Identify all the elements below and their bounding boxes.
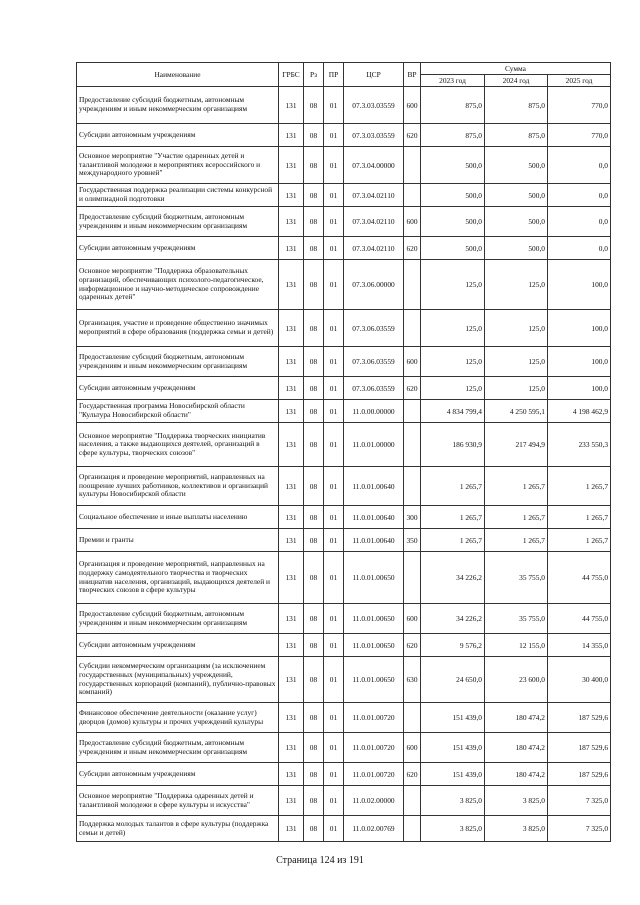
cell-y2025: 100,0 bbox=[548, 260, 611, 310]
cell-y2025: 44 755,0 bbox=[548, 552, 611, 604]
table-row bbox=[77, 377, 611, 400]
cell-csr: 11.0.01.00000 bbox=[344, 423, 404, 467]
cell-name: Основное мероприятие "Поддержка одаренных детей и талантливой молодежи в сфере культуры и искусства" bbox=[77, 786, 279, 816]
cell-pr: 01 bbox=[324, 634, 344, 657]
cell-y2024: 23 600,0 bbox=[485, 657, 548, 703]
cell-grbs: 131 bbox=[279, 786, 304, 816]
cell-name: Государственная программа Новосибирской области "Культура Новосибирской области" bbox=[77, 400, 279, 423]
cell-csr: 11.0.01.00650 bbox=[344, 657, 404, 703]
cell-grbs: 131 bbox=[279, 87, 304, 124]
cell-y2024: 180 474,2 bbox=[485, 763, 548, 786]
cell-name: Предоставление субсидий бюджетным, автономным учреждениям и иным некоммерческим организациям bbox=[77, 87, 279, 124]
cell-vr: 620 bbox=[404, 763, 421, 786]
cell-y2023: 4 834 799,4 bbox=[421, 400, 485, 423]
header-year-2024: 2024 год bbox=[485, 75, 548, 87]
cell-y2025: 7 325,0 bbox=[548, 786, 611, 816]
cell-csr: 07.3.04.02110 bbox=[344, 237, 404, 260]
cell-y2023: 125,0 bbox=[421, 377, 485, 400]
cell-csr: 07.3.03.03559 bbox=[344, 87, 404, 124]
cell-y2023: 34 226,2 bbox=[421, 552, 485, 604]
cell-name: Организация и проведение мероприятий, направленных на поддержку самодеятельного творчества и творческих инициатив населения, организаций, выдающихся деятелей и творческих союзов в сфере культуры bbox=[77, 552, 279, 604]
table-row bbox=[77, 124, 611, 147]
cell-name: Премии и гранты bbox=[77, 529, 279, 552]
cell-y2023: 24 650,0 bbox=[421, 657, 485, 703]
cell-pr: 01 bbox=[324, 467, 344, 506]
table-row bbox=[77, 786, 611, 816]
cell-grbs: 131 bbox=[279, 552, 304, 604]
cell-csr: 11.0.01.00720 bbox=[344, 763, 404, 786]
cell-y2024: 875,0 bbox=[485, 124, 548, 147]
cell-vr: 600 bbox=[404, 207, 421, 237]
cell-y2025: 0,0 bbox=[548, 184, 611, 207]
cell-y2023: 1 265,7 bbox=[421, 506, 485, 529]
cell-rz: 08 bbox=[304, 733, 324, 763]
cell-csr: 11.0.02.00769 bbox=[344, 816, 404, 842]
cell-grbs: 131 bbox=[279, 124, 304, 147]
cell-csr: 07.3.03.03559 bbox=[344, 124, 404, 147]
cell-vr bbox=[404, 786, 421, 816]
table-header bbox=[77, 63, 611, 87]
cell-pr: 01 bbox=[324, 733, 344, 763]
cell-pr: 01 bbox=[324, 310, 344, 347]
cell-pr: 01 bbox=[324, 529, 344, 552]
cell-vr: 620 bbox=[404, 377, 421, 400]
cell-rz: 08 bbox=[304, 816, 324, 842]
table-row bbox=[77, 237, 611, 260]
cell-vr bbox=[404, 816, 421, 842]
table-row bbox=[77, 703, 611, 733]
cell-y2024: 4 250 595,1 bbox=[485, 400, 548, 423]
cell-y2025: 100,0 bbox=[548, 310, 611, 347]
cell-y2024: 180 474,2 bbox=[485, 733, 548, 763]
cell-grbs: 131 bbox=[279, 377, 304, 400]
cell-rz: 08 bbox=[304, 147, 324, 184]
table-row bbox=[77, 207, 611, 237]
cell-grbs: 131 bbox=[279, 634, 304, 657]
cell-grbs: 131 bbox=[279, 423, 304, 467]
cell-grbs: 131 bbox=[279, 260, 304, 310]
cell-y2023: 151 439,0 bbox=[421, 733, 485, 763]
cell-pr: 01 bbox=[324, 604, 344, 634]
cell-grbs: 131 bbox=[279, 207, 304, 237]
cell-vr bbox=[404, 703, 421, 733]
cell-rz: 08 bbox=[304, 207, 324, 237]
cell-y2023: 151 439,0 bbox=[421, 763, 485, 786]
cell-y2025: 770,0 bbox=[548, 124, 611, 147]
cell-vr bbox=[404, 147, 421, 184]
cell-grbs: 131 bbox=[279, 604, 304, 634]
cell-y2025: 187 529,6 bbox=[548, 763, 611, 786]
cell-rz: 08 bbox=[304, 260, 324, 310]
cell-csr: 11.0.02.00000 bbox=[344, 786, 404, 816]
cell-vr: 600 bbox=[404, 87, 421, 124]
cell-y2023: 500,0 bbox=[421, 207, 485, 237]
cell-rz: 08 bbox=[304, 604, 324, 634]
table-row bbox=[77, 347, 611, 377]
header-csr: ЦСР bbox=[344, 63, 404, 87]
cell-csr: 11.0.01.00650 bbox=[344, 552, 404, 604]
table-row bbox=[77, 657, 611, 703]
cell-vr: 600 bbox=[404, 347, 421, 377]
cell-grbs: 131 bbox=[279, 763, 304, 786]
cell-y2024: 125,0 bbox=[485, 347, 548, 377]
cell-vr: 630 bbox=[404, 657, 421, 703]
cell-y2023: 1 265,7 bbox=[421, 467, 485, 506]
header-vr: ВР bbox=[404, 63, 421, 87]
table-row bbox=[77, 529, 611, 552]
cell-y2024: 35 755,0 bbox=[485, 604, 548, 634]
cell-rz: 08 bbox=[304, 237, 324, 260]
cell-grbs: 131 bbox=[279, 184, 304, 207]
cell-y2025: 0,0 bbox=[548, 147, 611, 184]
cell-csr: 11.0.01.00640 bbox=[344, 467, 404, 506]
cell-y2023: 875,0 bbox=[421, 124, 485, 147]
cell-rz: 08 bbox=[304, 506, 324, 529]
cell-name: Финансовое обеспечение деятельности (оказание услуг) дворцов (домов) культуры и прочих учреждений культуры bbox=[77, 703, 279, 733]
cell-csr: 07.3.06.03559 bbox=[344, 310, 404, 347]
cell-y2024: 1 265,7 bbox=[485, 467, 548, 506]
cell-pr: 01 bbox=[324, 347, 344, 377]
cell-y2025: 1 265,7 bbox=[548, 506, 611, 529]
cell-y2023: 500,0 bbox=[421, 147, 485, 184]
cell-vr bbox=[404, 552, 421, 604]
cell-y2025: 233 550,3 bbox=[548, 423, 611, 467]
cell-csr: 11.0.00.00000 bbox=[344, 400, 404, 423]
cell-csr: 07.3.04.00000 bbox=[344, 147, 404, 184]
cell-y2024: 12 155,0 bbox=[485, 634, 548, 657]
cell-name: Субсидии автономным учреждениям bbox=[77, 124, 279, 147]
cell-y2025: 100,0 bbox=[548, 347, 611, 377]
cell-grbs: 131 bbox=[279, 147, 304, 184]
cell-csr: 11.0.01.00650 bbox=[344, 634, 404, 657]
header-year-2023: 2023 год bbox=[421, 75, 485, 87]
cell-rz: 08 bbox=[304, 87, 324, 124]
cell-name: Поддержка молодых талантов в сфере культуры (поддержка семьи и детей) bbox=[77, 816, 279, 842]
cell-pr: 01 bbox=[324, 657, 344, 703]
table-row bbox=[77, 733, 611, 763]
table-row bbox=[77, 310, 611, 347]
cell-rz: 08 bbox=[304, 703, 324, 733]
cell-name: Субсидии автономным учреждениям bbox=[77, 377, 279, 400]
cell-vr: 600 bbox=[404, 604, 421, 634]
cell-vr: 300 bbox=[404, 506, 421, 529]
cell-y2023: 125,0 bbox=[421, 260, 485, 310]
cell-name: Предоставление субсидий бюджетным, автономным учреждениям и иным некоммерческим организациям bbox=[77, 604, 279, 634]
cell-name: Организация, участие и проведение общественно значимых мероприятий в сфере образования (поддержка семьи и детей) bbox=[77, 310, 279, 347]
cell-name: Предоставление субсидий бюджетным, автономным учреждениям и иным некоммерческим организациям bbox=[77, 733, 279, 763]
cell-y2024: 875,0 bbox=[485, 87, 548, 124]
cell-csr: 11.0.01.00720 bbox=[344, 703, 404, 733]
header-year-2025: 2025 год bbox=[548, 75, 611, 87]
cell-pr: 01 bbox=[324, 237, 344, 260]
cell-pr: 01 bbox=[324, 552, 344, 604]
cell-pr: 01 bbox=[324, 184, 344, 207]
table-row bbox=[77, 467, 611, 506]
cell-name: Основное мероприятие "Поддержка образовательных организаций, обеспечивающих психолого-педагогическое, информационное и научно-методическое сопровождение одаренных детей" bbox=[77, 260, 279, 310]
cell-y2024: 500,0 bbox=[485, 147, 548, 184]
cell-y2024: 500,0 bbox=[485, 184, 548, 207]
cell-vr bbox=[404, 310, 421, 347]
cell-y2025: 770,0 bbox=[548, 87, 611, 124]
cell-y2025: 187 529,6 bbox=[548, 733, 611, 763]
cell-vr bbox=[404, 260, 421, 310]
header-sum: Сумма bbox=[421, 63, 611, 75]
cell-pr: 01 bbox=[324, 423, 344, 467]
cell-y2023: 500,0 bbox=[421, 237, 485, 260]
cell-pr: 01 bbox=[324, 124, 344, 147]
cell-y2024: 1 265,7 bbox=[485, 529, 548, 552]
cell-csr: 11.0.01.00720 bbox=[344, 733, 404, 763]
cell-vr bbox=[404, 400, 421, 423]
cell-grbs: 131 bbox=[279, 347, 304, 377]
cell-y2025: 0,0 bbox=[548, 207, 611, 237]
table-row bbox=[77, 423, 611, 467]
cell-pr: 01 bbox=[324, 703, 344, 733]
cell-rz: 08 bbox=[304, 124, 324, 147]
cell-y2023: 186 930,9 bbox=[421, 423, 485, 467]
cell-pr: 01 bbox=[324, 147, 344, 184]
cell-pr: 01 bbox=[324, 260, 344, 310]
cell-rz: 08 bbox=[304, 467, 324, 506]
cell-y2025: 30 400,0 bbox=[548, 657, 611, 703]
cell-y2024: 500,0 bbox=[485, 207, 548, 237]
cell-csr: 07.3.04.02110 bbox=[344, 207, 404, 237]
table-row bbox=[77, 506, 611, 529]
header-rz: Рз bbox=[304, 63, 324, 87]
cell-y2023: 875,0 bbox=[421, 87, 485, 124]
cell-y2025: 7 325,0 bbox=[548, 816, 611, 842]
cell-rz: 08 bbox=[304, 423, 324, 467]
cell-csr: 07.3.06.03559 bbox=[344, 347, 404, 377]
cell-pr: 01 bbox=[324, 377, 344, 400]
cell-grbs: 131 bbox=[279, 529, 304, 552]
cell-name: Социальное обеспечение и иные выплаты населению bbox=[77, 506, 279, 529]
cell-y2025: 1 265,7 bbox=[548, 529, 611, 552]
cell-grbs: 131 bbox=[279, 400, 304, 423]
cell-name: Организация и проведение мероприятий, направленных на поощрение лучших работников, коллективов и организаций культуры Новосибирской области bbox=[77, 467, 279, 506]
table-row bbox=[77, 552, 611, 604]
cell-rz: 08 bbox=[304, 347, 324, 377]
cell-pr: 01 bbox=[324, 400, 344, 423]
cell-name: Основное мероприятие "Поддержка творческих инициатив населения, а также выдающихся деятелей, организаций в сфере культуры, творческих союзов" bbox=[77, 423, 279, 467]
cell-rz: 08 bbox=[304, 184, 324, 207]
budget-table bbox=[76, 62, 611, 842]
cell-y2023: 151 439,0 bbox=[421, 703, 485, 733]
cell-y2025: 44 755,0 bbox=[548, 604, 611, 634]
cell-y2023: 125,0 bbox=[421, 310, 485, 347]
cell-name: Предоставление субсидий бюджетным, автономным учреждениям и иным некоммерческим организациям bbox=[77, 347, 279, 377]
cell-y2024: 217 494,9 bbox=[485, 423, 548, 467]
cell-y2024: 35 755,0 bbox=[485, 552, 548, 604]
cell-y2024: 125,0 bbox=[485, 260, 548, 310]
cell-grbs: 131 bbox=[279, 657, 304, 703]
table-row bbox=[77, 87, 611, 124]
cell-vr: 620 bbox=[404, 124, 421, 147]
cell-y2025: 1 265,7 bbox=[548, 467, 611, 506]
cell-vr bbox=[404, 467, 421, 506]
cell-y2025: 187 529,6 bbox=[548, 703, 611, 733]
cell-grbs: 131 bbox=[279, 310, 304, 347]
cell-grbs: 131 bbox=[279, 816, 304, 842]
cell-csr: 11.0.01.00640 bbox=[344, 529, 404, 552]
cell-y2023: 500,0 bbox=[421, 184, 485, 207]
cell-vr bbox=[404, 423, 421, 467]
cell-rz: 08 bbox=[304, 377, 324, 400]
cell-rz: 08 bbox=[304, 310, 324, 347]
cell-csr: 07.3.04.02110 bbox=[344, 184, 404, 207]
cell-y2025: 4 198 462,9 bbox=[548, 400, 611, 423]
cell-pr: 01 bbox=[324, 506, 344, 529]
cell-name: Предоставление субсидий бюджетным, автономным учреждениям и иным некоммерческим организациям bbox=[77, 207, 279, 237]
table-row bbox=[77, 634, 611, 657]
cell-grbs: 131 bbox=[279, 237, 304, 260]
cell-grbs: 131 bbox=[279, 703, 304, 733]
cell-y2024: 500,0 bbox=[485, 237, 548, 260]
cell-y2024: 1 265,7 bbox=[485, 506, 548, 529]
cell-vr: 620 bbox=[404, 237, 421, 260]
cell-name: Государственная поддержка реализации системы конкурсной и олимпиадной подготовки bbox=[77, 184, 279, 207]
cell-y2023: 125,0 bbox=[421, 347, 485, 377]
table-row bbox=[77, 400, 611, 423]
table-body bbox=[77, 87, 611, 842]
cell-grbs: 131 bbox=[279, 467, 304, 506]
table-row bbox=[77, 816, 611, 842]
cell-csr: 11.0.01.00640 bbox=[344, 506, 404, 529]
cell-vr bbox=[404, 184, 421, 207]
cell-pr: 01 bbox=[324, 816, 344, 842]
cell-rz: 08 bbox=[304, 763, 324, 786]
cell-y2025: 100,0 bbox=[548, 377, 611, 400]
cell-grbs: 131 bbox=[279, 506, 304, 529]
cell-y2023: 3 825,0 bbox=[421, 816, 485, 842]
cell-vr: 600 bbox=[404, 733, 421, 763]
cell-name: Основное мероприятие "Участие одаренных детей и талантливой молодежи в мероприятиях всероссийского и международного уровней" bbox=[77, 147, 279, 184]
cell-csr: 11.0.01.00650 bbox=[344, 604, 404, 634]
cell-rz: 08 bbox=[304, 657, 324, 703]
cell-grbs: 131 bbox=[279, 733, 304, 763]
cell-y2025: 14 355,0 bbox=[548, 634, 611, 657]
header-name: Наименование bbox=[77, 63, 279, 87]
cell-vr: 620 bbox=[404, 634, 421, 657]
cell-y2023: 3 825,0 bbox=[421, 786, 485, 816]
cell-y2024: 3 825,0 bbox=[485, 816, 548, 842]
cell-pr: 01 bbox=[324, 207, 344, 237]
cell-pr: 01 bbox=[324, 87, 344, 124]
cell-y2024: 180 474,2 bbox=[485, 703, 548, 733]
table-row bbox=[77, 184, 611, 207]
cell-name: Субсидии некоммерческим организациям (за исключением государственных (муниципальных) учреждений, государственных корпораций (компаний), публично-правовых компаний) bbox=[77, 657, 279, 703]
cell-csr: 07.3.06.03559 bbox=[344, 377, 404, 400]
cell-rz: 08 bbox=[304, 529, 324, 552]
cell-rz: 08 bbox=[304, 400, 324, 423]
page-number: Страница 124 из 191 bbox=[276, 855, 364, 866]
cell-y2024: 125,0 bbox=[485, 377, 548, 400]
cell-name: Субсидии автономным учреждениям bbox=[77, 763, 279, 786]
cell-rz: 08 bbox=[304, 552, 324, 604]
cell-csr: 07.3.06.00000 bbox=[344, 260, 404, 310]
cell-y2023: 1 265,7 bbox=[421, 529, 485, 552]
cell-rz: 08 bbox=[304, 634, 324, 657]
header-grbs: ГРБС bbox=[279, 63, 304, 87]
cell-vr: 350 bbox=[404, 529, 421, 552]
header-pr: ПР bbox=[324, 63, 344, 87]
cell-rz: 08 bbox=[304, 786, 324, 816]
cell-y2023: 9 576,2 bbox=[421, 634, 485, 657]
cell-name: Субсидии автономным учреждениям bbox=[77, 237, 279, 260]
cell-pr: 01 bbox=[324, 786, 344, 816]
cell-pr: 01 bbox=[324, 763, 344, 786]
table-row bbox=[77, 260, 611, 310]
cell-name: Субсидии автономным учреждениям bbox=[77, 634, 279, 657]
table-row bbox=[77, 763, 611, 786]
cell-y2023: 34 226,2 bbox=[421, 604, 485, 634]
cell-y2024: 125,0 bbox=[485, 310, 548, 347]
table-row bbox=[77, 604, 611, 634]
table-row bbox=[77, 147, 611, 184]
cell-y2025: 0,0 bbox=[548, 237, 611, 260]
cell-y2024: 3 825,0 bbox=[485, 786, 548, 816]
